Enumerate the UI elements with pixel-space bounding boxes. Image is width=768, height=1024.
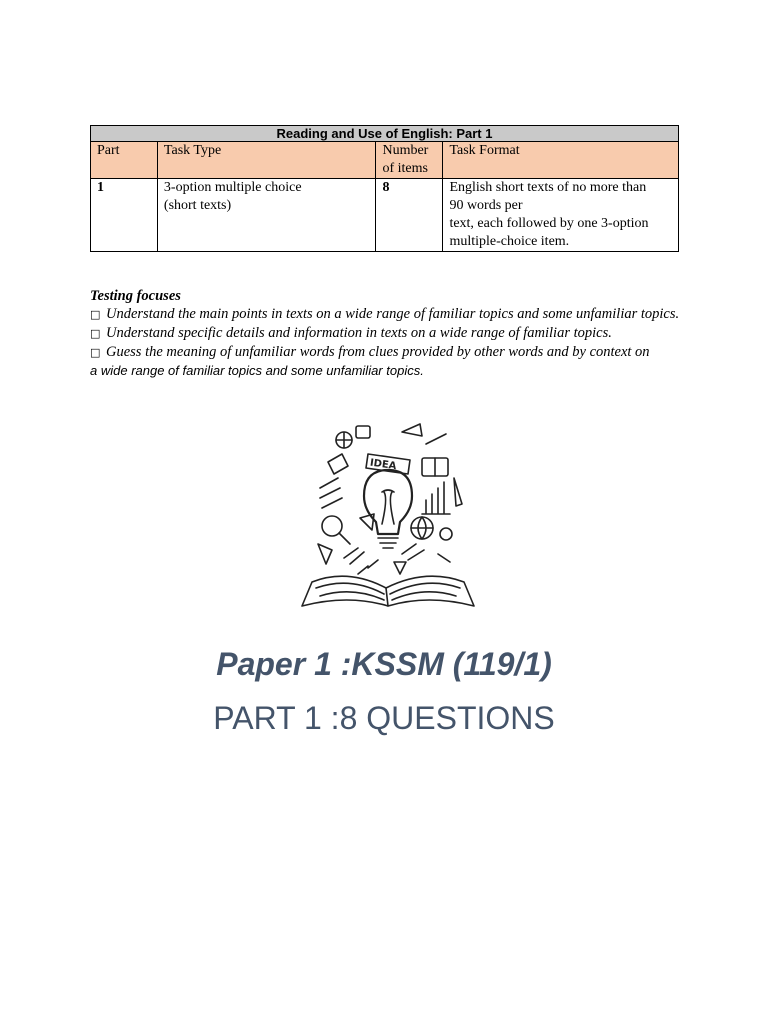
testing-focuses-heading: Testing focuses [90,288,181,304]
table-header-row [91,142,679,179]
cell-part: 1 [91,179,158,252]
open-book-lightbulb-doodle-icon [298,418,478,610]
testing-focuses [90,287,690,380]
header-task-type: Task Type [157,142,376,179]
table-title: Reading and Use of English: Part 1 [91,126,679,142]
cell-task-format: English short texts of no more than 90 words per text, each followed by one 3-option multiple-choice item. [443,179,679,252]
focus-item: □ Guess the meaning of unfamiliar words from clues provided by other words and by context on [90,344,650,360]
paper-title: Paper 1 :KSSM (119/1) [216,646,552,682]
header-part: Part [91,142,158,179]
header-number-of-items: Number of items [376,142,443,179]
task-spec-table [90,125,679,252]
table-row [91,179,679,252]
checkbox-bullet-icon: □ [90,327,101,340]
focus-item-continuation: a wide range of familiar topics and some unfamiliar topics. [90,363,424,378]
checkbox-bullet-icon: □ [90,346,101,359]
focus-item: □ Understand specific details and information in texts on a wide range of familiar topics. [90,325,612,341]
table-title-row [91,126,679,142]
cell-number-of-items: 8 [376,179,443,252]
checkbox-bullet-icon: □ [90,308,101,321]
header-task-format: Task Format [443,142,679,179]
focus-item: □ Understand the main points in texts on a wide range of familiar topics and some unfamiliar topics. [90,306,680,322]
part-title: PART 1 :8 QUESTIONS [213,700,555,736]
idea-label: IDEA [369,457,398,473]
cell-task-type: 3-option multiple choice (short texts) [157,179,376,252]
